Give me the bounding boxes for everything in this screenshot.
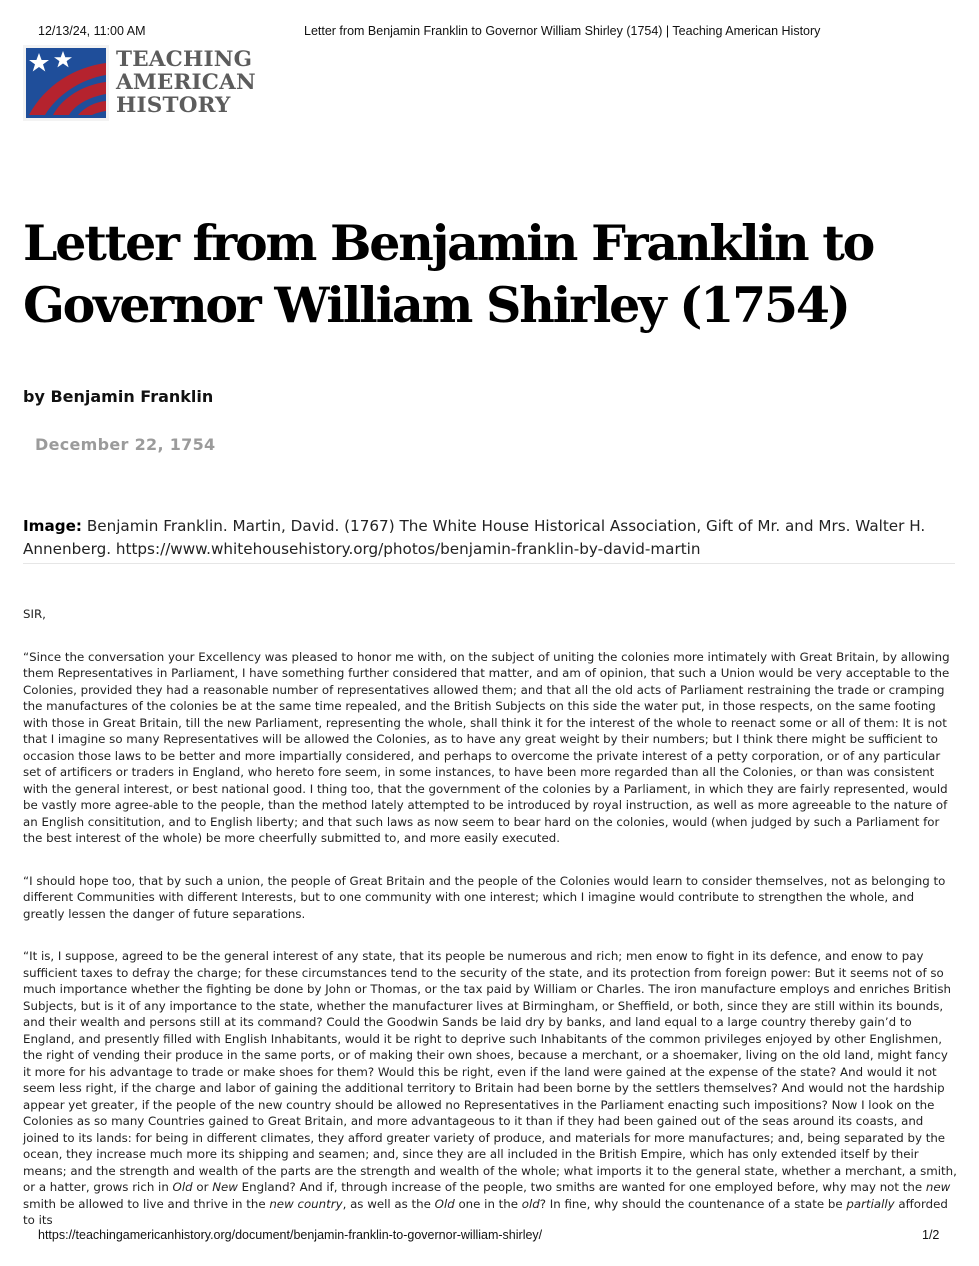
page-number: 1/2 [922,1228,940,1242]
print-document-title: Letter from Benjamin Franklin to Governor William Shirley (1754) | Teaching American History [304,24,821,38]
paragraph-3-text: smith be allowed to live and thrive in the [23,1196,270,1211]
paragraph-3-text: or [192,1180,213,1194]
flag-logo-icon [23,45,109,121]
paragraph-3-text: “It is, I suppose, agreed to be the general interest of any state, that its people be numerous and rich; men enow to fight in its defence, and enow to pay sufficient taxes to defray the charge; for these circumstances tend to the security of the state, and its protection from foreign power: But it seems not of so much importance whether the fighting be done by John or Thomas, or the tax paid by William or Charles. The iron manufacture employs and enriches British Subjects, but is it of any importance to the state, whether the manufacturer lives at Birmingham, or Sheffield, or both, since they are still within its bounds, and their wealth and persons still at its command? Could the Goodwin Sands be laid dry by banks, and land equal to a large country thereby gain’d to England, and presently filled with English Inhabitants, would it be right to deprive such Inhabitants of the common privileges enjoyed by other Englishmen, the right of vending their produce in the same ports, or of making their own shoes, because a merchant, or a shoemaker, living on the old land, might fancy it more for his advantage to trade or make shoes for them? Would this be right, even if the land were gained at the expense of the state? And would it not seem less right, if the charge and labor of gaining the additional territory to Britain had been borne by the settlers themselves? And would not the hardship appear yet greater, if the people of the new country should be allowed no Representatives in the Parliament enacting such impositions? Now I look on the Colonies as so many Countries gained to Great Britain, and more advantageous to it than if they had been gained out of the seas around its coasts, and joined to its lands: for being in different climates, they afford greater variety of produce, and materials for more manufactures; and, being separated by the ocean, they increase much more its shipping and seamen; and, since they are all included in the British Empire, which has only extended itself by their means; and the strength and wealth of the parts are the strength and wealth of the whole; what imports it to the general state, whether a merchant, a smith, or a hatter, grows rich in [23,949,957,1194]
print-header [0,24,979,40]
print-footer [0,1228,979,1244]
letter-paragraph-1: “Since the conversation your Excellency was pleased to honor me with, on the subject of uniting the colonies more intimately with Great Britain, by allowing them Representatives in Parliament, I have something further considered that matter, and am of opinion, that such a Union would be very acceptable to the Colonies, provided they had a reasonable number of representatives allowed them; and that all the old acts of Parliament restraining the trade or cramping the manufactures of the colonies be at the same time repealed, and the British Subjects on this side the water put, in those respects, on the same footing with those in Great Britain, till the new Parliament, representing the whole, shall think it for the interest of the whole to reenact some or all of them: It is not that I imagine so many Representatives will be allowed the Colonies, as to have any great weight by their numbers; but I think there might be sufficient to occasion those laws to be better and more impartially considered, and perhaps to overcome the private interest of a petty corporation, or of any particular set of artificers or traders in England, who hereto fore seem, in some instances, to have been more regarded than all the Colonies, or than was consistent with the general interest, or best national good. I thing too, that the government of the colonies by a Parliament, in which they are fairly represented, would be vastly more agree-able to the people, than the method lately attempted to be introduced by royal instruction, as well as more agreeable to the nature of an English consititution, and to English liberty; and that such laws as now seem to bear hard on the colonies, would (when judged by such a Parliament for the best interest of the whole) be more cheerfully submitted to, and more easily executed. [23,649,950,845]
emphasis-new-country: new country [269,1196,343,1211]
page-title-line-1: Letter from Benjamin Franklin to [23,214,874,272]
page-title-line-2: Governor William Shirley (1754) [23,276,849,334]
letter-salutation: SIR, [23,607,46,621]
emphasis-old: Old [172,1180,193,1194]
paragraph-3-text: one in the [454,1196,522,1211]
paragraph-3-text: ? In fine, why should the countenance of a state be [539,1196,847,1211]
letter-paragraph-2: “I should hope too, that by such a union, the people of Great Britain and the people of the Colonies would learn to consider themselves, not as belonging to different Communities with different Interests, but to one community with one interest; which I imagine would contribute to strengthen the whole, and greatly lessen the danger of future separations. [23,873,946,921]
emphasis-old: old [521,1196,540,1211]
image-credit-text: Benjamin Franklin. Martin, David. (1767) The White House Historical Association, Gift of Mr. and Mrs. Walter H. Annenberg. https://www.whitehousehistory.org/photos/benjamin-franklin-by-david-martin [23,517,926,558]
byline: by Benjamin Franklin [23,387,214,406]
image-credit [23,515,955,564]
logo-line-history: HISTORY [116,93,231,118]
paragraph-3-text: afforded to its [23,1196,948,1227]
emphasis-partially: partially [846,1196,895,1211]
print-datetime: 12/13/24, 11:00 AM [38,24,146,38]
print-footer-url[interactable]: https://teachingamericanhistory.org/document/benjamin-franklin-to-governor-william-shirley/ [38,1228,543,1242]
image-credit-label: Image: [23,517,82,535]
paragraph-3-text: , as well as the [342,1196,435,1211]
site-logo[interactable] [23,45,256,121]
logo-line-teaching: TEACHING [116,47,253,72]
logo-line-american: AMERICAN [116,70,256,95]
page-title [23,212,953,336]
letter-paragraph-3 [23,948,957,1229]
letter-body [23,606,957,1255]
emphasis-new: New [212,1180,238,1194]
emphasis-new: new [925,1180,951,1194]
publication-date: December 22, 1754 [35,435,216,454]
emphasis-old: Old [434,1196,455,1211]
logo-wordmark [116,48,256,117]
paragraph-3-text: England? And if, through increase of the people, two smiths are wanted for one employed before, why may not the [237,1180,926,1194]
